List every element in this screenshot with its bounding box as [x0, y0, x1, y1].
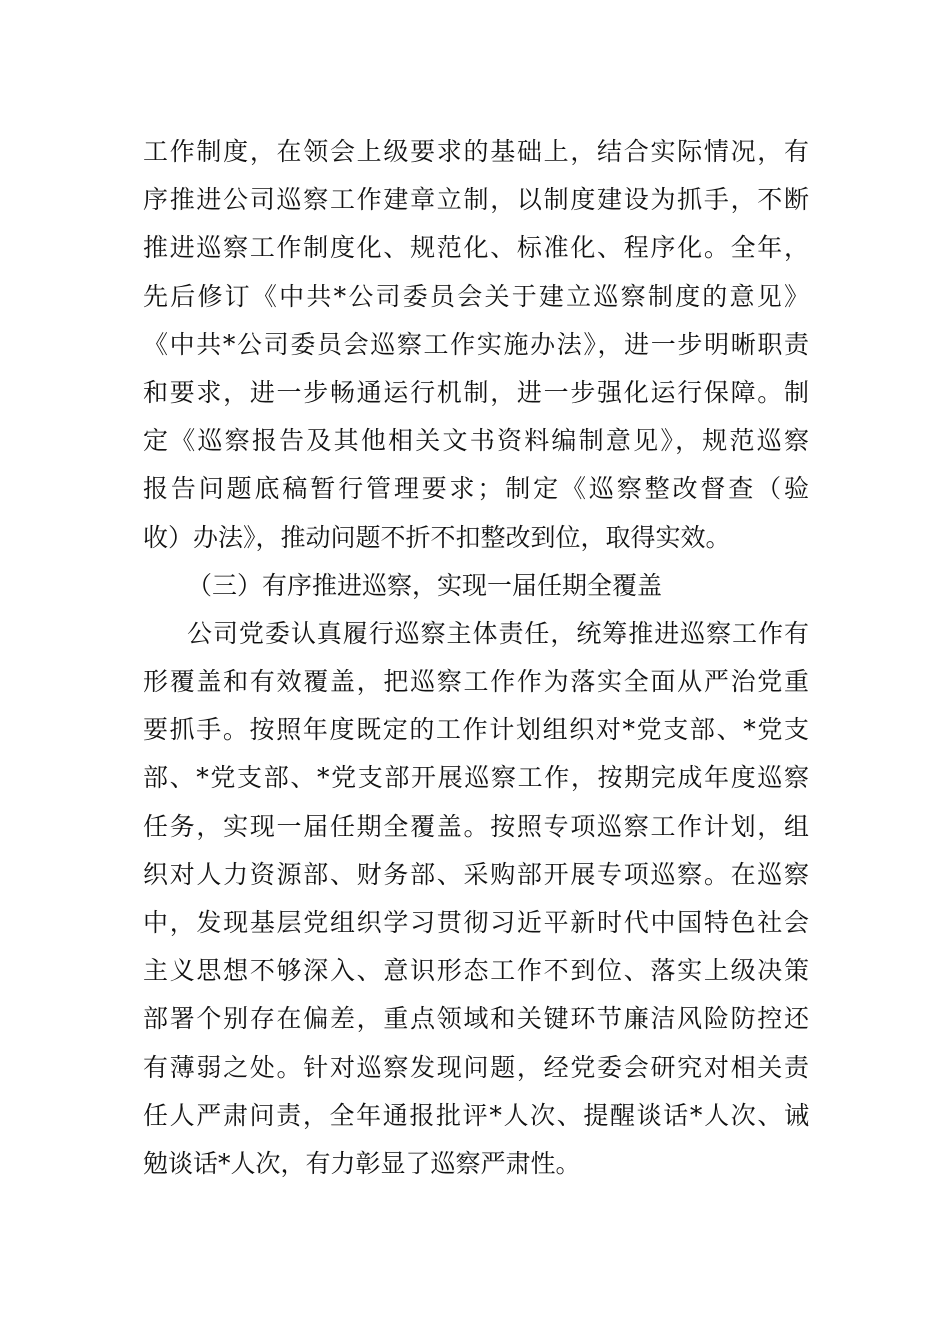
- paragraph-1: [143, 128, 809, 562]
- text-line: 形覆盖和有效覆盖，把巡察工作作为落实全面从严治党重: [143, 667, 809, 697]
- text-line: 要抓手。按照年度既定的工作计划组织对*党支部、*党支: [143, 715, 809, 745]
- text-line: 和要求，进一步畅通运行机制，进一步强化运行保障。制: [143, 377, 809, 407]
- text-line: 勉谈话*人次，有力彰显了巡察严肃性。: [143, 1148, 581, 1178]
- text-line: 部署个别存在偏差，重点领域和关键环节廉洁风险防控还: [143, 1004, 809, 1034]
- text-line: 部、*党支部、*党支部开展巡察工作，按期完成年度巡察: [143, 763, 809, 793]
- paragraph-2: [143, 610, 809, 1188]
- text-line: 公司党委认真履行巡察主体责任，统筹推进巡察工作有: [187, 618, 809, 648]
- text-line: 工作制度，在领会上级要求的基础上，结合实际情况，有: [143, 137, 809, 166]
- text-line: 主义思想不够深入、意识形态工作不到位、落实上级决策: [143, 956, 809, 986]
- text-line: 中，发现基层党组织学习贯彻习近平新时代中国特色社会: [143, 908, 809, 937]
- text-line: 先后修订《中共*公司委员会关于建立巡察制度的意见》: [143, 281, 809, 311]
- text-line: 任人严肃问责，全年通报批评*人次、提醒谈话*人次、诫: [143, 1100, 809, 1130]
- text-line: 有薄弱之处。针对巡察发现问题，经党委会研究对相关责: [143, 1052, 809, 1082]
- text-line: 定《巡察报告及其他相关文书资料编制意见》，规范巡察: [143, 426, 809, 456]
- text-line: 报告问题底稿暂行管理要求；制定《巡察整改督查（验: [143, 474, 809, 504]
- text-line: 收）办法》，推动问题不折不扣整改到位，取得实效。: [143, 522, 731, 552]
- text-line: 任务，实现一届任期全覆盖。按照专项巡察工作计划，组: [143, 811, 809, 841]
- text-line: 推进巡察工作制度化、规范化、标准化、程序化。全年，: [143, 233, 809, 263]
- text-line: 《中共*公司委员会巡察工作实施办法》，进一步明晰职责: [143, 329, 809, 359]
- section-heading: （三）有序推进巡察，实现一届任期全覆盖: [187, 570, 663, 600]
- text-line: 织对人力资源部、财务部、采购部开展专项巡察。在巡察: [143, 859, 809, 889]
- document-body: [143, 128, 809, 1188]
- text-line: 序推进公司巡察工作建章立制，以制度建设为抓手，不断: [143, 185, 809, 215]
